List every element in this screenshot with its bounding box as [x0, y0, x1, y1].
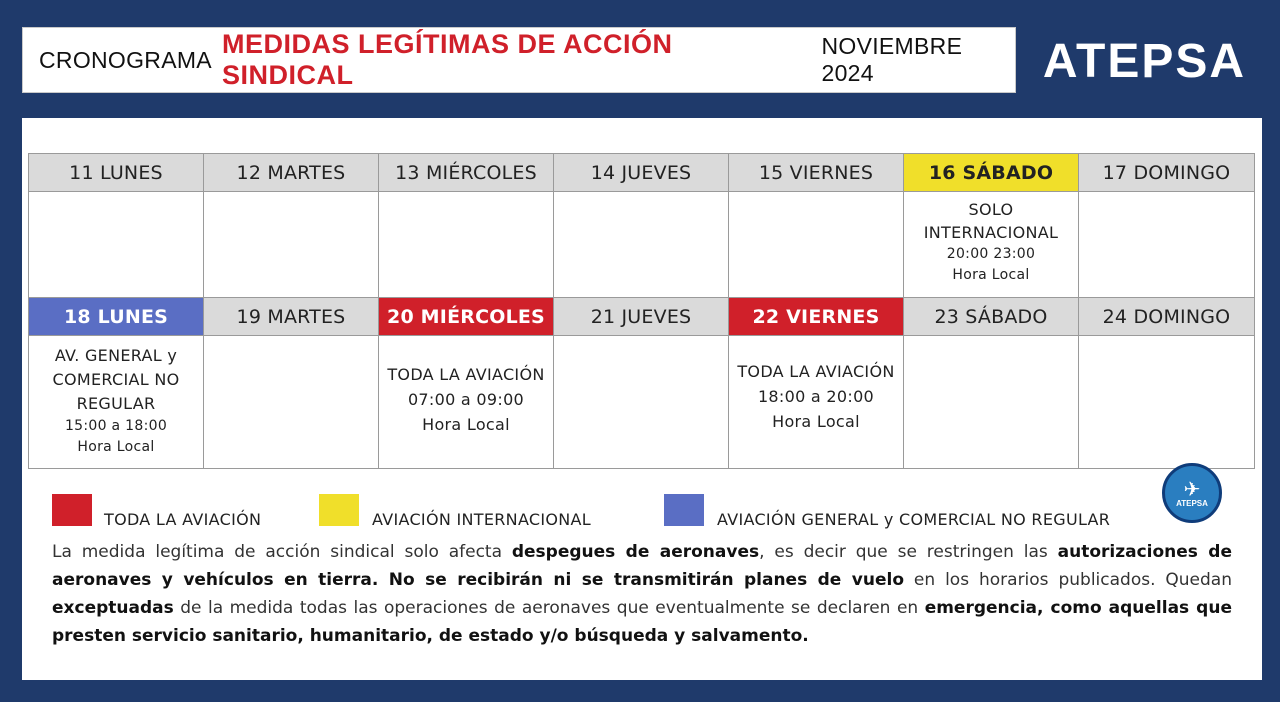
day-header-highlight: 16 SÁBADO: [904, 154, 1079, 192]
schedule-panel: [22, 118, 1262, 680]
day-header: 21 JUEVES: [554, 298, 729, 336]
day-cell: [29, 192, 204, 298]
legend-swatch-yellow: [319, 494, 359, 526]
cell-line: INTERNACIONAL: [923, 223, 1059, 242]
day-cell-friday: [729, 336, 904, 468]
legend-swatch-red: [52, 494, 92, 526]
cell-line: COMERCIAL NO: [52, 370, 180, 389]
day-cell: [554, 192, 729, 298]
airplane-icon: ✈: [1183, 476, 1201, 501]
cell-time: 20:00 23:00: [946, 246, 1036, 262]
note-text: , es decir que se restringen las: [759, 542, 1058, 562]
cell-time: 18:00 a 20:00: [757, 387, 875, 406]
cell-line: TODA LA AVIACIÓN: [737, 362, 895, 381]
day-header: 17 DOMINGO: [1079, 154, 1254, 192]
cell-zone: Hora Local: [422, 415, 510, 434]
day-header: 19 MARTES: [204, 298, 379, 336]
day-header: 24 DOMINGO: [1079, 298, 1254, 336]
cell-line: SOLO: [968, 200, 1014, 219]
title-highlight: MEDIDAS LEGÍTIMAS DE ACCIÓN SINDICAL: [221, 29, 673, 90]
day-cell: [729, 192, 904, 298]
cell-zone: Hora Local: [772, 412, 860, 431]
day-cell-wednesday: [379, 336, 554, 468]
note-text: La medida legítima de acción sindical solo afecta: [52, 542, 512, 562]
note-bold: emergencia, como aquellas que presten servicio sanitario, humanitario, de estado y/o búsqueda y salvamento.: [52, 598, 1232, 646]
title-prefix: CRONOGRAMA: [39, 46, 212, 73]
cell-zone: Hora Local: [952, 267, 1030, 283]
day-header: 14 JUEVES: [554, 154, 729, 192]
title-month: NOVIEMBRE 2024: [821, 33, 963, 86]
day-cell: [1079, 336, 1254, 468]
note-bold: autorizaciones de aeronaves y vehículos en tierra. No se recibirán ni se transmitirán planes de vuelo: [52, 542, 1232, 590]
day-header-highlight: 22 VIERNES: [729, 298, 904, 336]
note-bold: exceptuadas: [52, 598, 174, 618]
day-cell: [1079, 192, 1254, 298]
day-header-highlight: 18 LUNES: [29, 298, 204, 336]
day-cell: [554, 336, 729, 468]
day-cell: [379, 192, 554, 298]
day-header: 13 MIÉRCOLES: [379, 154, 554, 192]
calendar-grid: [28, 153, 1255, 469]
day-header: 12 MARTES: [204, 154, 379, 192]
day-header: 11 LUNES: [29, 154, 204, 192]
day-cell-saturday: [904, 192, 1079, 298]
legend-swatch-blue: [664, 494, 704, 526]
day-header-highlight: 20 MIÉRCOLES: [379, 298, 554, 336]
cell-line: AV. GENERAL y: [54, 346, 178, 365]
seal-text: ATEPSA: [1176, 498, 1208, 508]
cell-zone: Hora Local: [77, 439, 155, 455]
day-header: 23 SÁBADO: [904, 298, 1079, 336]
note-text: de la medida todas las operaciones de aeronaves que eventualmente se declaren en: [173, 598, 925, 618]
disclaimer-note: [52, 538, 1232, 650]
legend-label-yellow: AVIACIÓN INTERNACIONAL: [372, 510, 592, 529]
brand-logo: ATEPSA: [1042, 34, 1247, 88]
day-cell-monday: [29, 336, 204, 468]
cell-line: TODA LA AVIACIÓN: [387, 365, 545, 384]
note-text: en los horarios publicados. Quedan: [904, 570, 1232, 590]
day-cell: [204, 192, 379, 298]
atepsa-seal-logo: [1162, 463, 1222, 523]
cell-line: REGULAR: [76, 394, 156, 413]
day-cell: [204, 336, 379, 468]
legend: [22, 492, 1262, 532]
title-banner: [22, 27, 1016, 93]
day-cell: [904, 336, 1079, 468]
day-header: 15 VIERNES: [729, 154, 904, 192]
cell-time: 07:00 a 09:00: [407, 390, 525, 409]
legend-label-red: TODA LA AVIACIÓN: [104, 510, 262, 529]
note-bold: despegues de aeronaves: [511, 542, 760, 562]
legend-label-blue: AVIACIÓN GENERAL y COMERCIAL NO REGULAR: [717, 510, 1111, 529]
cell-time: 15:00 a 18:00: [64, 418, 168, 434]
